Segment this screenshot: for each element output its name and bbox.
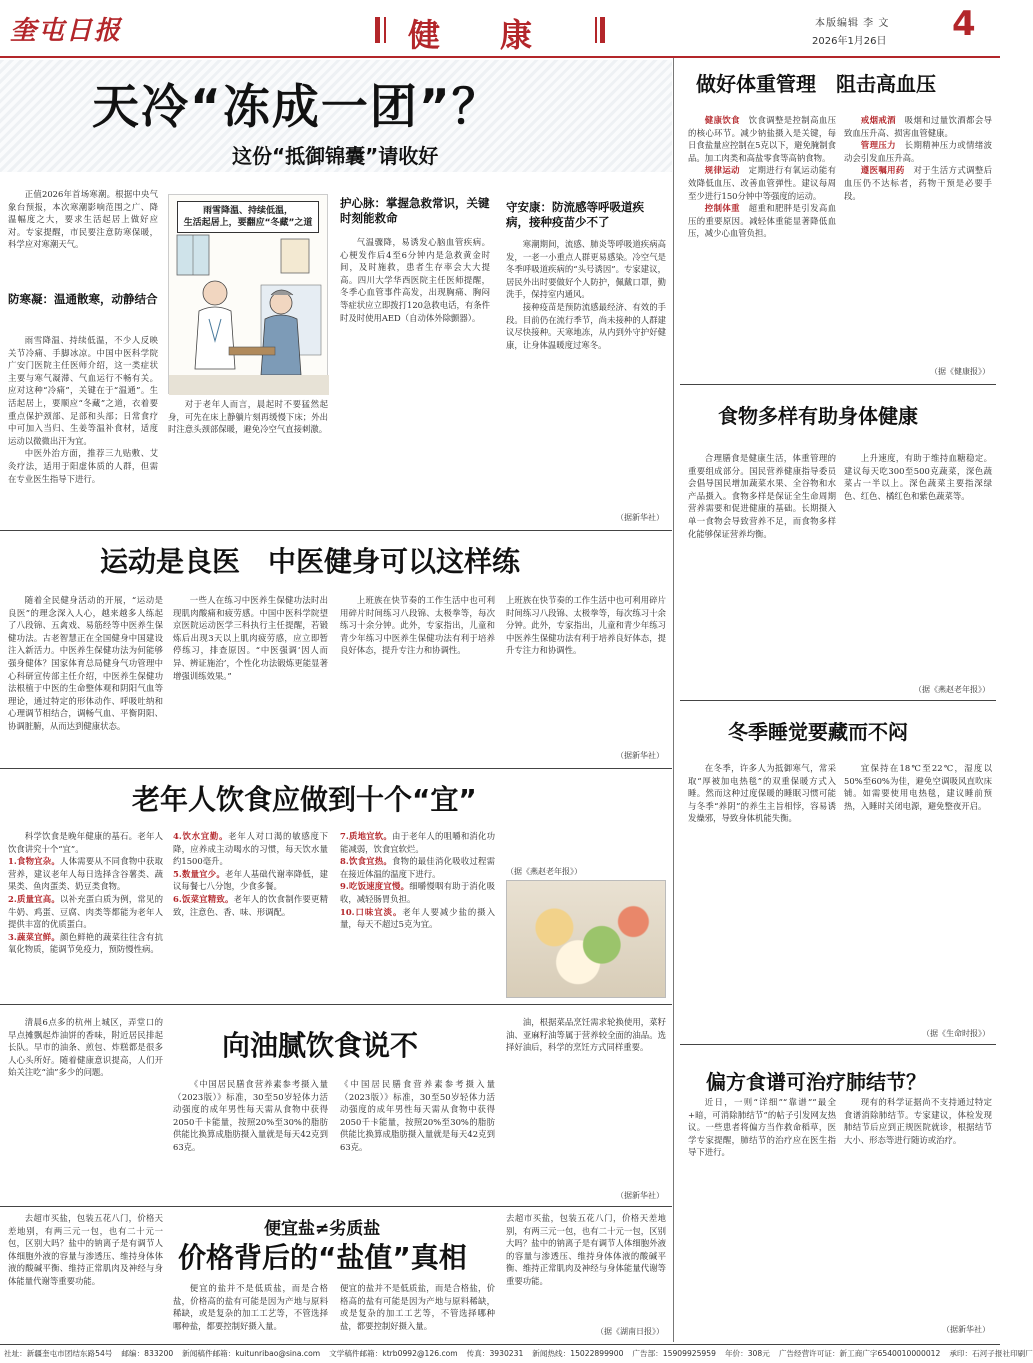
doctor-patient-drawing	[169, 229, 329, 395]
a5-source: （据《湖南日报》）	[596, 1327, 664, 1336]
column-separator	[673, 58, 674, 1342]
r1-col1	[688, 114, 836, 364]
r1-item-6-text: 对于生活方式调整后血压仍不达标者，药物干预是必要手段。	[844, 165, 993, 201]
a3-col2	[173, 830, 328, 998]
a2-col4: 上班族在快节奏的工作生活中也可利用碎片时间练习八段锦、太极拳等，每次练习十余分钟。此外，专家指出，儿童和青少年练习中医养生保健功法有利于培养良好体态，提升专注力和协调性。	[506, 595, 666, 656]
a3-bottom-rule	[0, 1004, 672, 1005]
r3-col2: 宜保持在18℃至22℃，湿度以50%至60%为佳，避免空调吸风直吹床铺。如需要使用电热毯，建议睡前预热，入睡时关闭电源，避免整夜开启。	[844, 763, 992, 811]
r1-item-1-head: 健康饮食	[704, 115, 740, 125]
a2-col2: 一些人在练习中医养生保健功法时出现肌肉酸痛和疲劳感。中国中医科学院望京医院运动医学三科执行主任提醒，若锻炼后出现3天以上肌肉疲劳感，应立即暂停练习，排查原因。“中医强调‘因人而异、辨证施治’，个性化功法锻炼更能显著增强训练效果。”	[173, 595, 328, 681]
a2-col1: 随着全民健身活动的开展，“运动是良医”的理念深入人心，越来越多人练起了八段锦、五禽戏、易筋经等中医养生保健功法。古老智慧正在全国健身中国建设注入新活力。中医养生保健功法为何能够强身健体？国家体育总局健身气功管理中心科研宣传部主任介绍，中医养生保健功法根植于中医的生命整体观和阴阳气血等理论，通过特定的形体动作、呼吸吐纳和心理调节相结合，调畅气血、平衡阴阳、协调脏腑，从而达到健康状态。	[8, 595, 163, 731]
a3-col3	[340, 830, 495, 998]
r2-title: 食物多样有助身体健康	[718, 404, 918, 428]
masthead	[0, 0, 1000, 56]
r4-title: 偏方食谱可治疗肺结节？	[706, 1070, 926, 1094]
section-bar-left	[375, 17, 380, 43]
paper-logo: 奎屯日报	[10, 16, 123, 46]
a5-col1: 去超市买盐，包装五花八门，价格天差地别，有两三元一包，也有二十元一包，区别大吗？盐中的钠离子是有调节人体细胞外液的容量与渗透压、维持身体体液的酸碱平衡、维持正常肌肉及神经与身体能量代谢等重要功能。	[8, 1213, 163, 1286]
a1-sec3-p2: 接种疫苗是预防流感最经济、有效的手段。目前仍在流行季节，尚未接种的人群建议尽快接种。天寒地冻，从内到外守护好健康，让身体温暖度过寒冬。	[506, 301, 666, 350]
footer-price: 年价：308元	[724, 1349, 770, 1358]
a4-col3: 《中国居民膳食营养素参考摄入量（2023版）》标准，30至50岁轻体力活动强度的成年男性每天需从食物中获得2050千卡能量，按照20%至30%的脂肪供能比换算成脂肪摄入量就是每天42克到63克。	[340, 1079, 495, 1152]
a1-sec2-head: 护心脉：掌握急救常识，关键时刻能救命	[340, 196, 490, 225]
footer-lit-email: 文学稿件邮箱：ktrb0992@126.com	[329, 1349, 458, 1358]
a3-item-5-text: 老年人基础代谢率降低，建议每餐七八分饱，少食多餐。	[173, 868, 329, 892]
footer-printer: 承印：石河子报社印刷厂	[949, 1349, 1033, 1358]
a4-col4: 油，根据菜品烹饪需求轮换使用，菜籽油、亚麻籽油等属于营养较全面的油品。选择好油后，科学的烹饪方式同样重要。	[506, 1017, 666, 1053]
a3-item-3-text: 颜色鲜艳的蔬菜往往含有抗氧化物质，能调节免疫力，预防慢性病。	[8, 931, 164, 955]
a2-source: （据新华社）	[616, 751, 664, 760]
r4-col1: 近日，一则“详细”“靠谱”“最全+暗，可消除肺结节”的帖子引发网友热议。一些患者将偏方当作救命稻草，医学专家提醒，肺结节的治疗应在医生指导下进行。	[688, 1097, 836, 1158]
a3-item-3-head: 3.蔬菜宜鲜。	[8, 931, 60, 942]
a5-kicker: 便宜盐≠劣质盐	[264, 1219, 381, 1239]
r1-title: 做好体重管理 阻击高血压	[696, 72, 936, 96]
a3-item-1-head: 1.食物宜杂。	[8, 856, 60, 867]
r1-item-6-head: 遵医嘱用药	[860, 165, 905, 176]
section-bar-right2	[600, 17, 605, 43]
r1-item-4-head: 戒烟戒酒	[860, 115, 896, 125]
a1-sec3-p1: 寒潮期间，流感、肺炎等呼吸道疾病高发，一老一小重点人群更易感染。冷空气是冬季呼吸道疾病的“头号诱因”。专家建议，居民外出时要做好个人防护，佩戴口罩，勤洗手，保持室内通风。	[506, 239, 666, 300]
r1-col2	[844, 114, 992, 364]
r1-item-2-head: 规律运动	[704, 165, 740, 176]
section-bar-right	[595, 17, 597, 43]
r4-source: （据新华社）	[942, 1325, 990, 1334]
footer-fax: 传真：3930231	[466, 1349, 524, 1358]
footer-license: 广告经营许可证：新工商广字6540010000012	[778, 1349, 941, 1358]
a3-item-5-head: 5.数量宜少。	[173, 868, 225, 879]
a4-col1: 清晨6点多的杭州上城区，弄堂口的早点摊飘起炸油饼的香味，附近居民排起长队。早市的油条、煎包、炸糕都是很多人心头所好。随着健康意识提高，人们开始关注吃“油”多少的问题。	[8, 1017, 163, 1078]
r2-col2: 上升速度，有助于维持血糖稳定。建议每天吃300至500克蔬菜，深色蔬菜占一半以上。深色蔬菜主要指深绿色、红色、橘红色和紫色蔬菜等。	[844, 453, 992, 501]
a3-food-photo	[506, 880, 666, 998]
footer-rule	[0, 1344, 1000, 1345]
editor-line: 本版编辑 李 文	[815, 18, 890, 29]
r1-item-5-head: 管理压力	[860, 140, 896, 151]
a3-source: （据《燕赵老年报》）	[506, 867, 582, 876]
a4-col2: 《中国居民膳食营养素参考摄入量（2023版）》标准，30至50岁轻体力活动强度的成年男性每天需从食物中获得2050千卡能量，按照20%至30%的脂肪供能比换算成脂肪摄入量就是每天42克到63克。	[173, 1079, 328, 1152]
a3-item-9-text: 细嚼慢咽有助于消化吸收，减轻肠胃负担。	[340, 881, 496, 904]
r2-col1: 合理膳食是健康生活，体重管理的重要组成部分。国民营养健康指导委员会倡导国民增加蔬菜水果、全谷物和水产品摄入。食物多样是保证全生命周期营养需要和促进健康的基础。长期摄入单一食物会导致营养不足，而食物多样化能够保证营养均衡。	[688, 453, 836, 539]
a3-item-2-head: 2.质量宜高。	[8, 893, 60, 904]
a1-subtitle: 这份“抵御锦囊”请收好	[232, 144, 439, 168]
footer-hotline: 新闻热线：15022899900	[532, 1349, 624, 1358]
a3-item-10-text: 老年人要减少盐的摄入量，每天不超过5克为宜。	[340, 906, 496, 930]
a2-bottom-rule	[0, 768, 672, 769]
a3-item-4-text: 老年人对口渴的敏感度下降，应养成主动喝水的习惯，每天饮水量约1500毫升。	[173, 831, 328, 867]
a3-item-9-head: 9.吃饭速度宜慢。	[340, 881, 410, 892]
a5-title: 价格背后的“盐值”真相	[178, 1241, 467, 1274]
a1-sec2-body: 气温骤降，易诱发心脑血管疾病。心梗发作后4至6分钟内是急救黄金时间，及时施救，患者生存率会大大提高。四川大学华西医院主任医师提醒，冬季心血管事件高发，出现胸痛、胸闷等症状应立即拨打120急救电话，有条件时及时使用AED（自动体外除颤器）。	[340, 237, 490, 323]
r3-col1: 在冬季，许多人为抵御寒气，常采取“厚被加电热毯”的双重保暖方式入睡。然而这种过度保暖的睡眠习惯可能与冬季“养阴”的养生主旨相悖，容易诱发燥邪，导致身体机能失衡。	[688, 763, 836, 824]
a3-item-6-text: 老年人的饮食制作要更精致，注意色、香、味、形调配。	[173, 893, 328, 917]
a1-sec2-p2: 对于老年人而言，晨起时不要猛然起身，可先在床上静躺片刻再缓慢下床；外出时注意头颈部保暖，避免冷空气直接刺激。	[168, 399, 328, 435]
footer-ad: 广告部：15909925959	[632, 1349, 716, 1358]
section-bar-left2	[384, 17, 386, 43]
r3-title: 冬季睡觉要藏而不闷	[728, 720, 908, 744]
illustration-caption: 雨雪降温、持续低温， 生活起居上，要翻应“冬藏”之道	[177, 201, 319, 233]
a1-intro: 正值2026年首场寒潮。根据中央气象台预报，本次寒潮影响范围之广、降温幅度之大，要求生活起居上做好应对。专家提醒，市民要注意防寒保暖，科学应对寒潮天气。	[8, 189, 158, 250]
a5-col4: 去超市买盐，包装五花八门，价格天差地别，有两三元一包，也有二十元一包，区别大吗？盐中的钠离子是有调节人体细胞外液的容量与渗透压、维持身体体液的酸碱平衡、维持正常肌肉及神经与身体能量代谢等重要功能。	[506, 1213, 666, 1286]
a3-item-8-head: 8.饮食宜热。	[340, 856, 392, 867]
r2-source: （据《燕赵老年报》）	[914, 685, 990, 694]
a3-item-1-text: 人体需要从不同食物中获取营养，建议老年人每日选择含谷薯类、蔬果类、鱼肉蛋类、奶豆类食物。	[8, 856, 164, 892]
a5-col2: 便宜的盐并不是低质盐，而是合格盐，价格高的盐有可能是因为产地与原料稀缺，或是复杂的加工工艺等，不管选择哪种盐，都要控制好摄入量。	[173, 1283, 328, 1331]
footer-address: 社址：新疆奎屯市团结东路54号	[4, 1349, 113, 1358]
a1-sec3-head: 守安康：防流感等呼吸道疾病，接种疫苗少不了	[506, 200, 644, 229]
r4-col2: 现有的科学证据尚不支持通过特定食谱消除肺结节。专家建议，体检发现肺结节后应到正规医院就诊，根据结节大小、形态等进行随访或治疗。	[844, 1097, 992, 1145]
a1-sec1-head: 防寒凝：温通散寒，动静结合	[8, 292, 158, 306]
a1-sec3-body	[506, 238, 666, 508]
r1-bottom-rule	[680, 384, 996, 385]
a3-item-4-head: 4.饮水宜勤。	[173, 831, 229, 841]
a1-col2-tail	[168, 398, 328, 498]
masthead-rule	[0, 56, 1000, 58]
a2-title: 运动是良医 中医健身可以这样练	[100, 545, 521, 578]
a4-source: （据新华社）	[616, 1191, 664, 1200]
a1-sec1-p1: 雨雪降温、持续低温，不少人反映关节冷痛、手脚冰凉。中国中医科学院广安门医院主任医师介绍，这一类症状主要与寒气凝滞、气血运行不畅有关。应对这种“冷痛”，关键在于“温通”。生活起居上，要顺应“冬藏”之道，衣着要重点保护颈部、足部和头部；日常食疗中可加入当归、生姜等温补食材，适度运动以微微出汗为宜。	[8, 335, 158, 446]
a3-col1	[8, 830, 163, 998]
a4-bottom-rule	[0, 1206, 672, 1207]
a5-col3: 便宜的盐并不是低质盐，而是合格盐，价格高的盐有可能是因为产地与原料稀缺，或是复杂的加工工艺等，不管选择哪种盐，都要控制好摄入量。	[340, 1283, 495, 1331]
a1-sec1-body	[8, 334, 158, 624]
r1-item-3-head: 控制体重	[704, 203, 740, 214]
r3-bottom-rule	[680, 1044, 996, 1045]
a1-bottom-rule	[0, 530, 672, 531]
footer-bar	[4, 1348, 1033, 1360]
a1-illustration	[168, 194, 328, 394]
a3-item-7-head: 7.质地宜软。	[340, 831, 392, 841]
a3-intro: 科学饮食是晚年健康的基石。老年人饮食讲究十个“宜”。	[8, 831, 163, 854]
page-number: 4	[952, 4, 976, 44]
section-title: 健康	[408, 16, 593, 54]
r1-source: （据《健康报》）	[930, 367, 990, 376]
a3-item-10-head: 10.口味宜淡。	[340, 906, 403, 917]
r1-item-5-text: 长期精神压力或情绪波动会引发血压升高。	[844, 140, 993, 163]
r2-bottom-rule	[680, 700, 996, 701]
r3-source: （据《生命时报》）	[922, 1029, 990, 1038]
a1-source: （据新华社）	[616, 513, 664, 522]
a3-item-8-text: 食物的最佳消化吸收过程需在接近体温的温度下进行。	[340, 856, 496, 879]
a3-item-6-head: 6.饭菜宜精致。	[173, 893, 234, 904]
r1-item-1-text: 饮食调整是控制高血压的核心环节。减少钠盐摄入是关键，每日食盐量应控制在5克以下，避免腌制食品。加工肉类和高盐零食等高钠食物。	[688, 115, 837, 163]
a3-item-2-text: 以补充蛋白质为例，常见的牛奶、鸡蛋、豆腐、肉类等都能为老年人提供丰富的优质蛋白。	[8, 893, 164, 930]
issue-date: 2026年1月26日	[812, 36, 887, 47]
a2-col3: 上班族在快节奏的工作生活中也可利用碎片时间练习八段锦、太极拳等，每次练习十余分钟。此外，专家指出，儿童和青少年练习中医养生保健功法有利于培养良好体态，提升专注力和协调性。	[340, 595, 495, 656]
r1-item-3-text: 超重和肥胖是引发高血压的重要原因。减轻体重能显著降低血压，减少心血管负担。	[688, 203, 837, 239]
a4-title: 向油腻饮食说不	[222, 1029, 419, 1062]
a1-title: 天冷“冻成一团”？	[92, 80, 501, 135]
footer-news-email: 新闻稿件邮箱：kuitunribao@sina.com	[182, 1349, 321, 1358]
r1-item-2-text: 定期进行有氧运动能有效降低血压、改善血管弹性。建议每周至少进行150分钟中等强度的运动。	[688, 165, 837, 201]
footer-postcode: 邮编：833200	[121, 1349, 174, 1358]
r1-item-4-text: 吸烟和过量饮酒都会导致血压升高、损害血管健康。	[844, 115, 993, 138]
a1-sec1-p2: 中医外治方面，推荐三九贴敷、艾灸疗法，适用于阳虚体质的人群，但需在专业医生指导下进行。	[8, 448, 158, 484]
a3-title: 老年人饮食应做到十个“宜”	[132, 783, 477, 816]
a3-item-7-text: 由于老年人的咀嚼和消化功能减弱，饮食宜软烂。	[340, 831, 496, 854]
